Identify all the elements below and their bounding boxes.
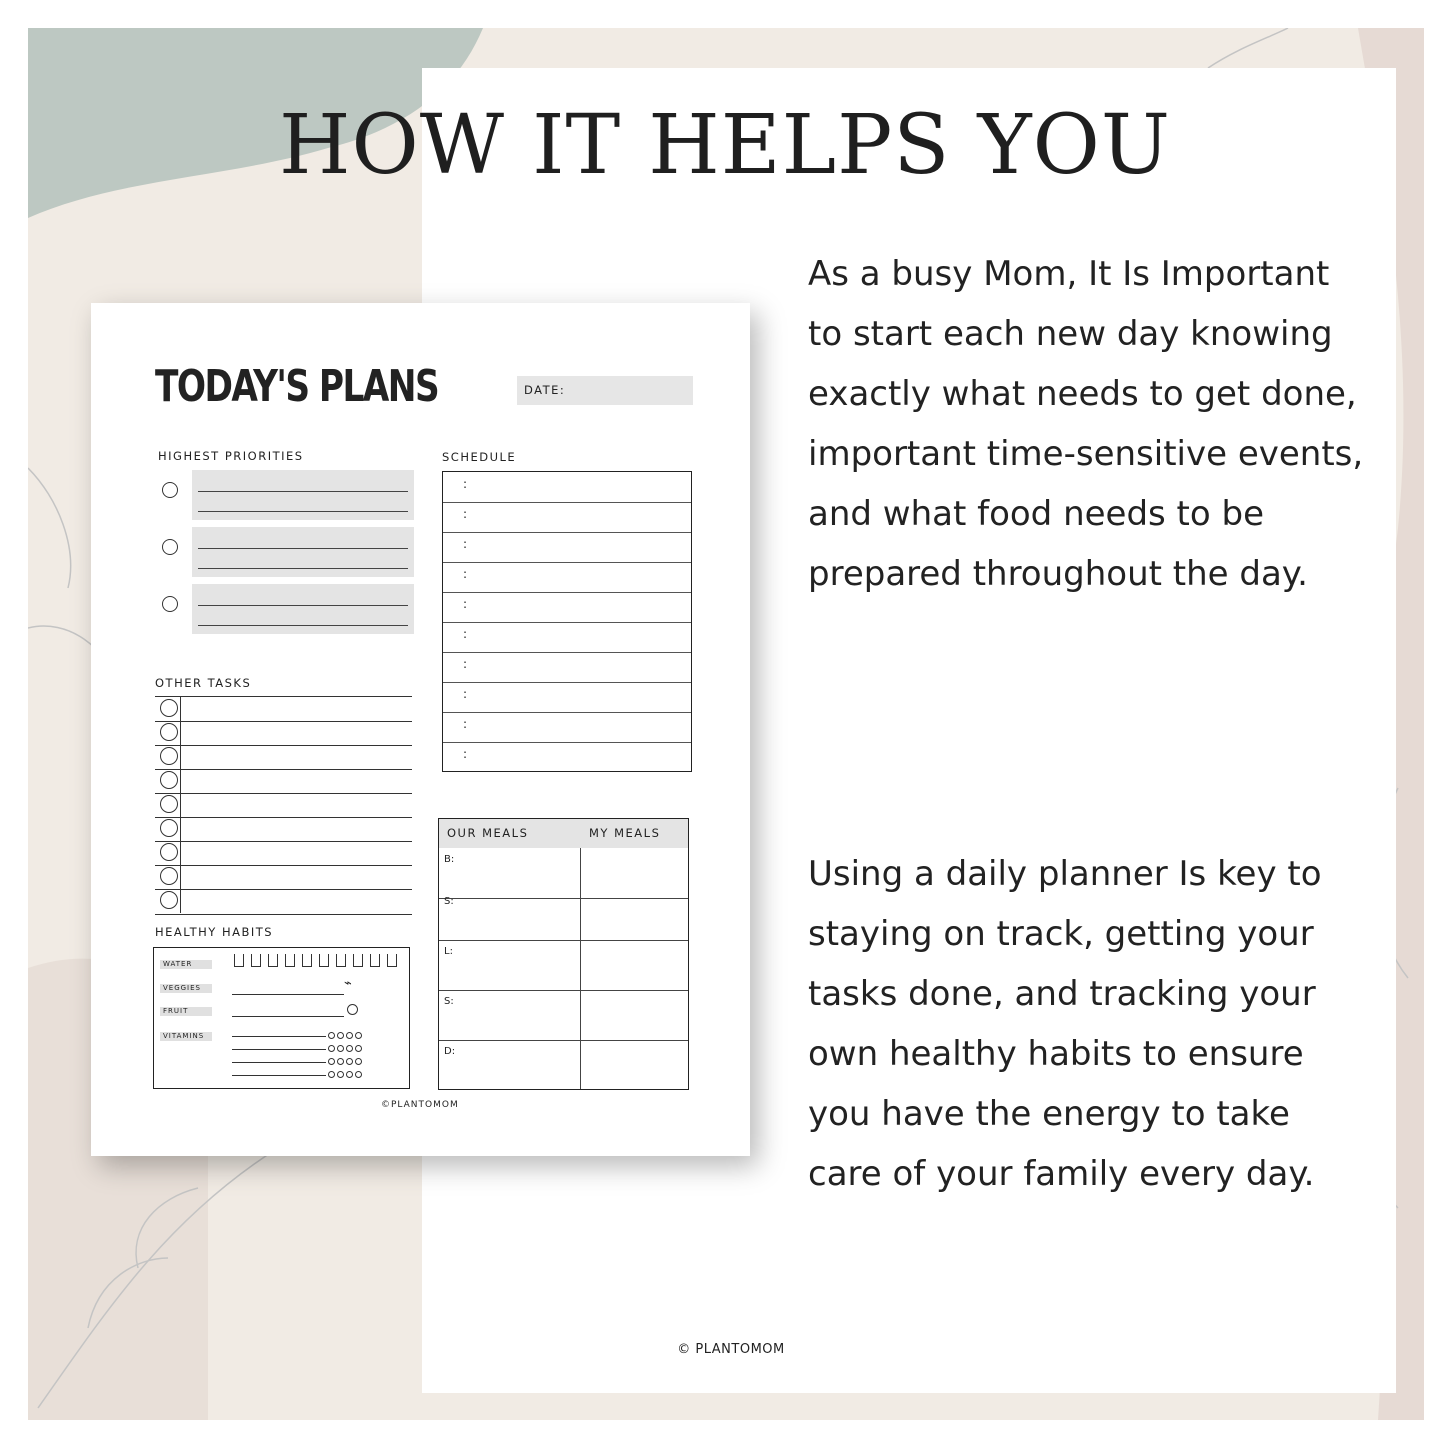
schedule-row: : [443,532,691,563]
meal-row-dinner: D: [444,1046,456,1057]
schedule-row: : [443,652,691,683]
schedule-row: : [443,682,691,713]
priority-box-2 [192,527,414,577]
schedule-row: : [443,562,691,593]
healthy-habits-box [153,947,410,1089]
planner-title: TODAY'S PLANS [155,361,439,412]
schedule-label: SCHEDULE [442,450,517,464]
habit-vitamins-label: VITAMINS [160,1032,212,1041]
description-paragraph-2: Using a daily planner Is key to staying on track, getting your tasks done, and tracking your own healthy habits to ensure you have the energy to take care of your family every day. [808,854,1322,1194]
our-meals-label: OUR MEALS [447,826,529,840]
schedule-row: : [443,712,691,743]
brand-credit: © PLANTOMOM [677,1342,785,1357]
priority-checkbox-1 [162,482,178,498]
carrot-icon: ⌁ [344,976,352,991]
priority-checkbox-2 [162,539,178,555]
my-meals-label: MY MEALS [589,826,661,840]
schedule-row: : [463,747,468,761]
planner-sheet [91,303,750,1156]
page-headline: HOW IT HELPS YOU [279,98,1171,193]
schedule-row: : [443,622,691,653]
schedule-row: : [443,592,691,623]
habit-water-label: WATER [160,960,212,969]
habit-veggies-label: VEGGIES [160,984,212,993]
schedule-row: : [443,472,691,503]
meal-row-snack-2: S: [439,990,688,1041]
habit-fruit-label: FRUIT [160,1007,212,1016]
meal-row-lunch: L: [439,940,688,991]
highest-priorities-label: HIGHEST PRIORITIES [158,449,304,463]
date-label: DATE: [524,383,566,397]
priority-checkbox-3 [162,596,178,612]
meal-row-breakfast: B: [439,848,688,899]
healthy-habits-label: HEALTHY HABITS [155,925,274,939]
priority-box-3 [192,584,414,634]
schedule-box [442,471,692,772]
description-paragraph-1: As a busy Mom, It Is Important to start each new day knowing exactly what needs to get done, important time-sensitive events, and what food needs to be prepared throughout the day. [808,254,1364,594]
apple-icon [347,1004,358,1015]
other-tasks-label: OTHER TASKS [155,676,252,690]
schedule-row: : [443,502,691,533]
planner-footer: ©PLANTOMOM [381,1100,459,1110]
priority-box-1 [192,470,414,520]
meal-row-snack-1: S: [439,890,688,941]
meals-box [438,818,689,1090]
